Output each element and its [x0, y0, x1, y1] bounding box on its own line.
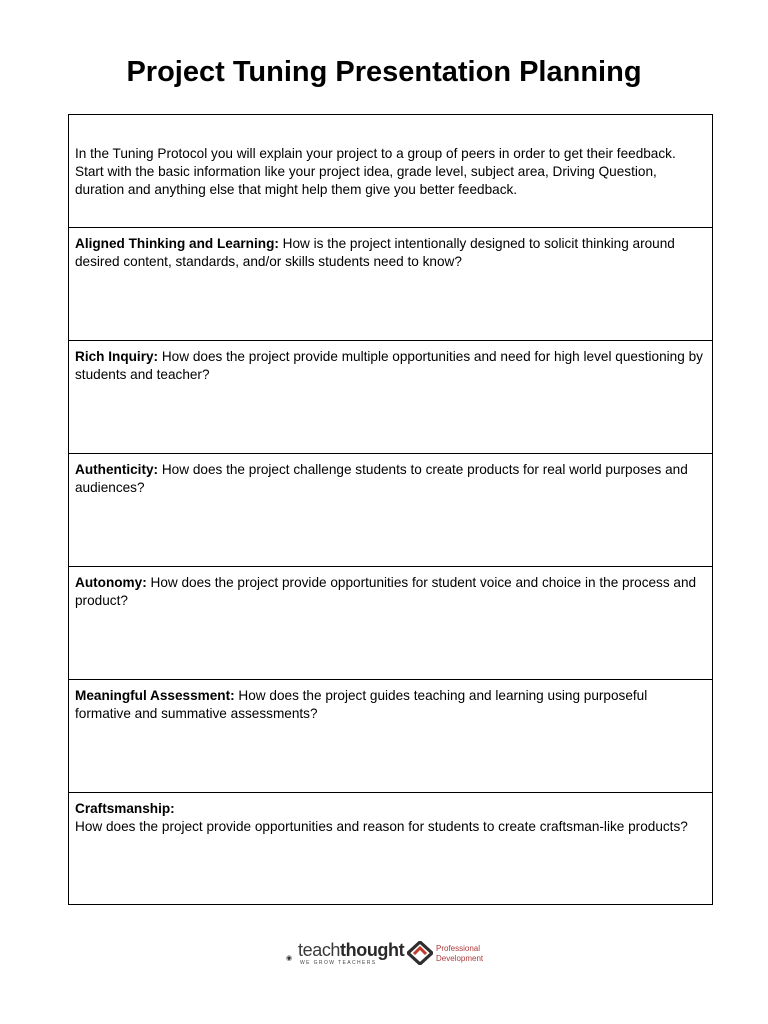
intro-text: In the Tuning Protocol you will explain your project to a group of peers in order to get their feedback. Start with the basic information like your project idea, grade level, subject area, Driving Question, duration and anything else that might help them give you better feedback. — [75, 146, 676, 197]
section-rich-inquiry — [69, 340, 712, 453]
logo-wordmark: teachthought — [298, 940, 405, 960]
section-question: How does the project challenge students to create products for real world purposes and audiences? — [75, 462, 688, 495]
intro-cell — [69, 115, 712, 227]
section-label: Rich Inquiry: — [75, 349, 159, 364]
logo-pd-text: Professional Development — [436, 944, 484, 963]
section-autonomy — [69, 566, 712, 679]
section-meaningful-assessment — [69, 679, 712, 792]
section-question: How does the project provide opportunities and reason for students to create craftsman-like products? — [75, 819, 688, 834]
section-question: How is the project intentionally designed to solicit thinking around desired content, standards, and/or skills students need to know? — [75, 236, 675, 269]
logo-tagline: WE GROW TEACHERS — [300, 960, 377, 966]
section-question: How does the project guides teaching and learning using purposeful formative and summative assessments? — [75, 688, 648, 721]
diamond-chevron-icon — [407, 941, 433, 965]
page-title: Project Tuning Presentation Planning — [126, 56, 642, 88]
section-label: Authenticity: — [75, 462, 159, 477]
section-authenticity — [69, 453, 712, 566]
section-label: Aligned Thinking and Learning: — [75, 236, 279, 251]
teachthought-logo — [286, 938, 486, 972]
section-aligned-thinking — [69, 227, 712, 340]
section-label: Meaningful Assessment: — [75, 688, 235, 703]
section-question: How does the project provide multiple opportunities and need for high level questioning by students and teacher? — [75, 349, 703, 382]
registered-mark-icon: ◉ — [286, 955, 293, 962]
section-question: How does the project provide opportunities for student voice and choice in the process and product? — [75, 575, 697, 608]
section-craftsmanship — [69, 792, 712, 904]
planning-table — [68, 114, 713, 905]
section-label: Autonomy: — [75, 575, 147, 590]
section-label: Craftsmanship: — [75, 801, 175, 816]
